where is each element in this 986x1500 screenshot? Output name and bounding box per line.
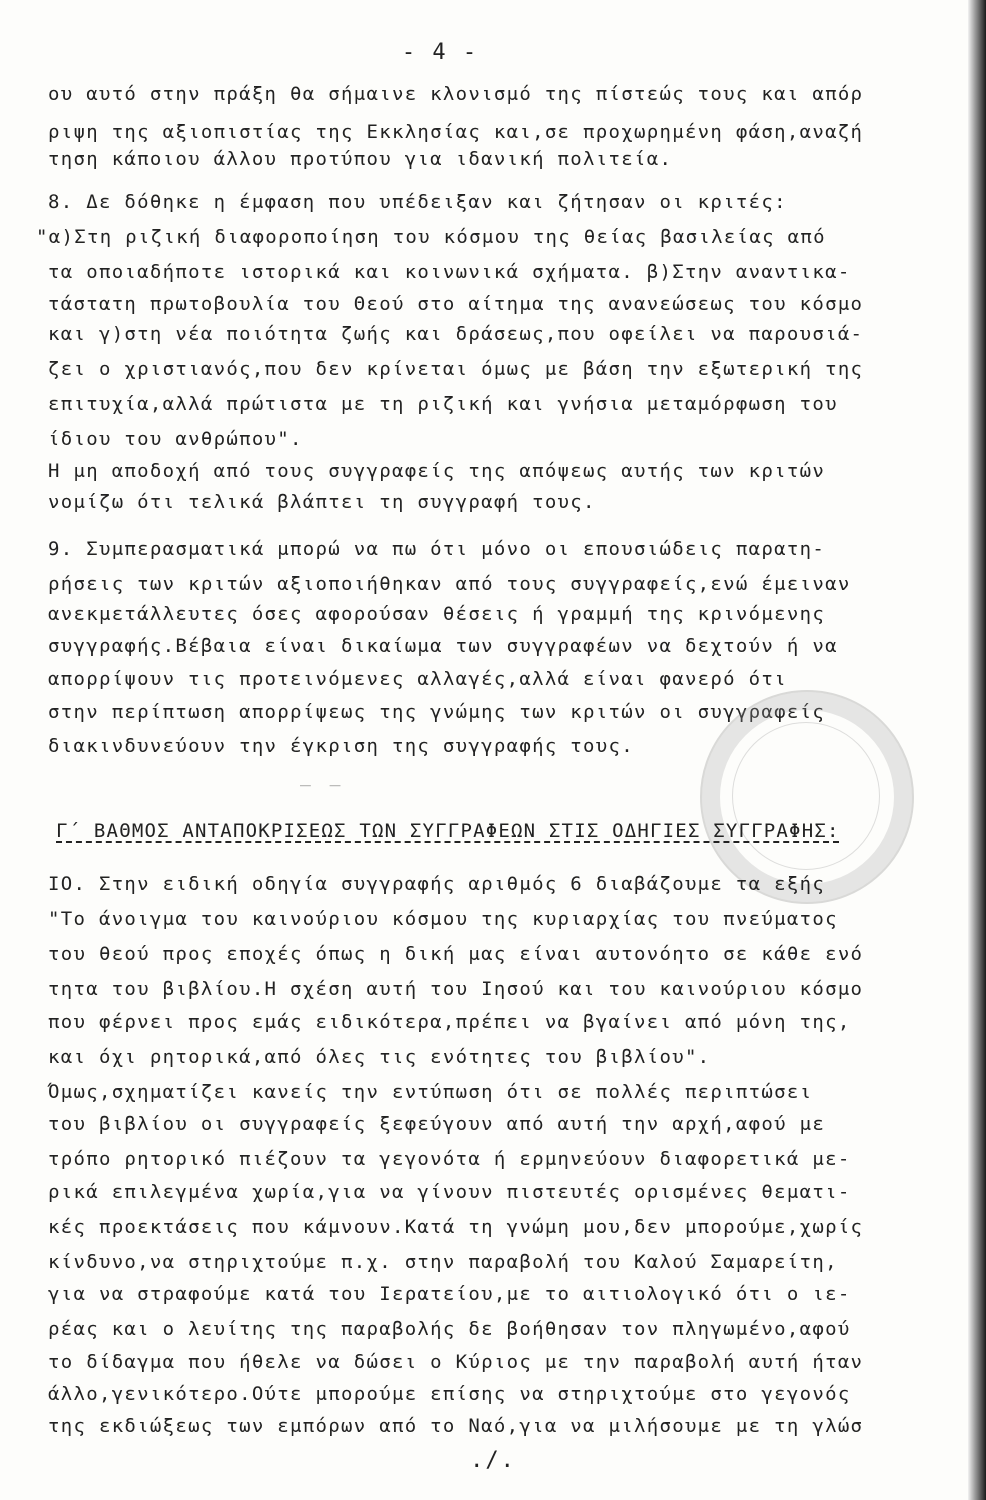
text-line: τητα του βιβλίου.Η σχέση αυτή του Ιησού και του καινούριου κόσμο: [48, 978, 864, 1000]
text-line: τηση κάποιου άλλου προτύπου για ιδανική πολιτεία.: [48, 148, 673, 170]
section-heading: Γ΄ ΒΑΘΜΟΣ ΑΝΤΑΠΟΚΡΙΣΕΩΣ ΤΩΝ ΣΥΓΓΡΑΦΕΩΝ ΣΤΙΣ ΟΔΗΓΙΕΣ ΣΥΓΓΡΑΦΗΣ:: [56, 820, 840, 842]
text-line: το δίδαγμα που ήθελε να δώσει ο Κύριος με την παραβολή αυτή ήταν: [48, 1351, 864, 1373]
text-line: του βιβλίου οι συγγραφείς ξεφεύγουν από αυτή την αρχή,αφού με: [48, 1113, 826, 1135]
text-line: και όχι ρητορικά,από όλες τις ενότητες του βιβλίου".: [48, 1046, 711, 1068]
text-line: απορρίψουν τις προτεινόμενες αλλαγές,αλλά είναι φανερό ότι: [48, 668, 787, 690]
text-line: διακινδυνεύουν την έγκριση της συγγραφής τους.: [48, 735, 634, 757]
text-line: ανεκμετάλλευτες όσες αφορούσαν θέσεις ή γραμμή της κρινόμενης: [48, 603, 826, 625]
text-line: Όμως,σχηματίζει κανείς την εντύπωση ότι σε πολλές περιπτώσει: [48, 1081, 813, 1103]
text-line: που φέρνει προς εμάς ειδικότερα,πρέπει να βγαίνει από μόνη της,: [48, 1011, 851, 1033]
page-number: - 4 -: [401, 40, 479, 65]
text-line: ίδιου του ανθρώπου".: [48, 428, 303, 450]
text-line: ζει ο χριστιανός,που δεν κρίνεται όμως με βάση την εξωτερική της: [48, 358, 864, 380]
text-line: ρήσεις των κριτών αξιοποιήθηκαν από τους συγγραφείς,ενώ έμειναν: [48, 573, 851, 595]
continuation-mark: ./.: [470, 1448, 516, 1473]
text-line: ριψη της αξιοπιστίας της Εκκλησίας και,σε προχωρημένη φάση,αναζή: [48, 121, 864, 143]
text-line: τάστατη πρωτοβουλία του Θεού στο αίτημα της ανανεώσεως του κόσμο: [48, 293, 864, 315]
text-line: του θεού προς εποχές όπως η δική μας είναι αυτονόητο σε κάθε ενό: [48, 943, 864, 965]
text-line: κίνδυνο,να στηριχτούμε π.χ. στην παραβολή του Καλού Σαμαρείτη,: [48, 1251, 838, 1273]
stamp-inner-ring: [732, 722, 880, 870]
separator-dashes: _ _: [300, 766, 345, 787]
text-line: ου αυτό στην πράξη θα σήμαινε κλονισμό της πίστεώς τους και απόρ: [48, 83, 864, 105]
text-line: Η μη αποδοχή από τους συγγραφείς της απόψεως αυτής των κριτών: [48, 460, 826, 482]
text-line: 9. Συμπερασματικά μπορώ να πω ότι μόνο οι επουσιώδεις παρατη-: [48, 538, 826, 560]
text-line: "α)Στη ριζική διαφοροποίηση του κόσμου της θείας βασιλείας από: [36, 226, 826, 248]
text-line: ρικά επιλεγμένα χωρία,για να γίνουν πιστευτές ορισμένες θεματι-: [48, 1181, 851, 1203]
text-line: "Το άνοιγμα του καινούριου κόσμου της κυριαρχίας του πνεύματος: [48, 908, 838, 930]
text-line: ρέας και ο λευίτης της παραβολής δε βοήθησαν τον πληγωμένο,αφού: [48, 1318, 851, 1340]
text-line: τα οποιαδήποτε ιστορικά και κοινωνικά σχήματα. β)Στην αναντικα-: [48, 261, 851, 283]
text-line: επιτυχία,αλλά πρώτιστα με τη ριζική και γνήσια μεταμόρφωση του: [48, 393, 838, 415]
text-line: τρόπο ρητορικό πιέζουν τα γεγονότα ή ερμηνεύουν διαφορετικά με-: [48, 1148, 851, 1170]
text-line: 8. Δε δόθηκε η έμφαση που υπέδειξαν και ζήτησαν οι κριτές:: [48, 191, 787, 213]
text-line: ΙΟ. Στην ειδική οδηγία συγγραφής αριθμός 6 διαβάζουμε τα εξής: [48, 873, 826, 895]
text-line: συγγραφής.Βέβαια είναι δικαίωμα των συγγραφέων να δεχτούν ή να: [48, 635, 838, 657]
text-line: άλλο,γενικότερο.Ούτε μπορούμε επίσης να στηριχτούμε στο γεγονός: [48, 1383, 851, 1405]
text-line: για να στραφούμε κατά του Ιερατείου,με το αιτιολογικό ότι ο ιε-: [48, 1283, 851, 1305]
page-edge-shadow: [968, 0, 986, 1500]
text-line: στην περίπτωση απορρίψεως της γνώμης των κριτών οι συγγραφείς: [48, 701, 826, 723]
text-line: κές προεκτάσεις που κάμνουν.Κατά τη γνώμη μου,δεν μπορούμε,χωρίς: [48, 1216, 864, 1238]
text-line: και γ)στη νέα ποιότητα ζωής και δράσεως,που οφείλει να παρουσιά-: [48, 323, 864, 345]
text-line: νομίζω ότι τελικά βλάπτει τη συγγραφή τους.: [48, 491, 596, 513]
text-line: της εκδιώξεως των εμπόρων από το Ναό,για να μιλήσουμε με τη γλώσ: [48, 1415, 864, 1437]
